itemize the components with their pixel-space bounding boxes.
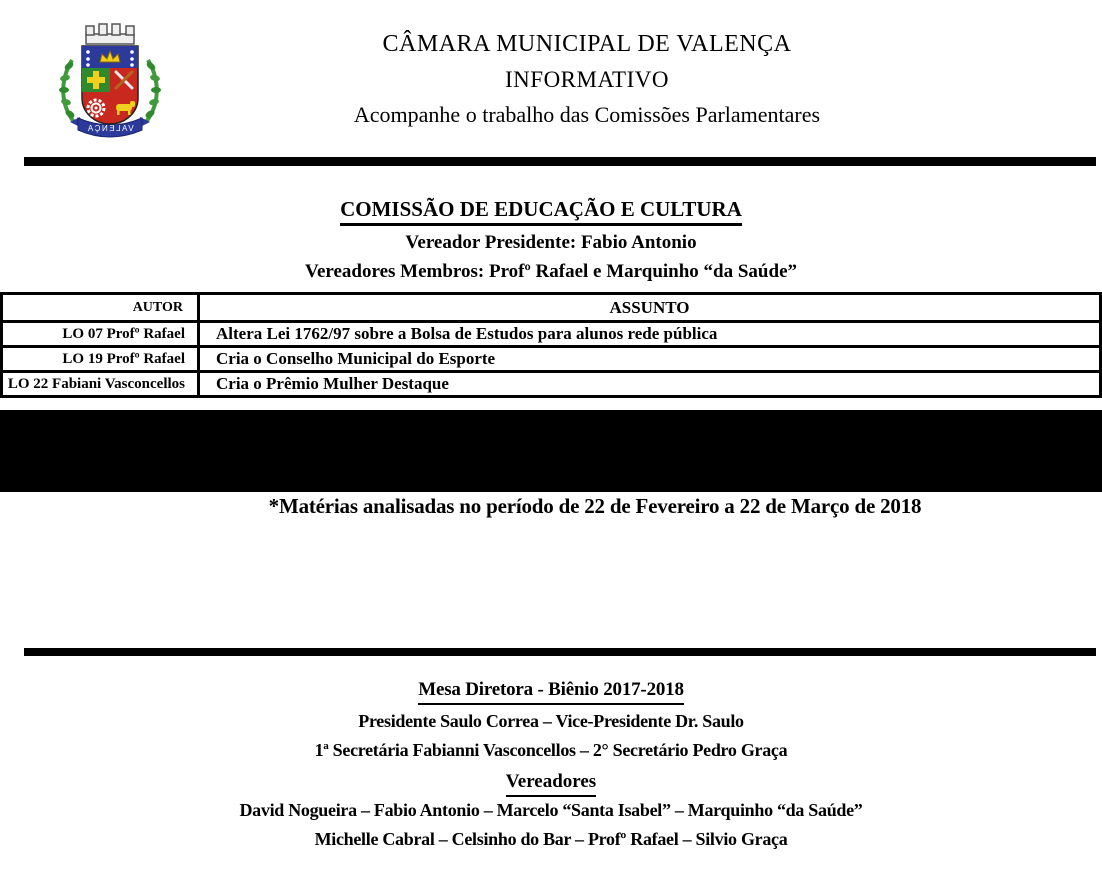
redacted-block xyxy=(0,410,1102,492)
table-row xyxy=(2,347,1101,372)
top-divider-bar xyxy=(24,157,1096,166)
cell-autor: LO 07 Profº Rafael xyxy=(2,322,199,347)
analysis-period-note: *Matérias analisadas no período de 22 de Fevereiro a 22 de Março de 2018 xyxy=(268,494,922,518)
cell-autor: LO 19 Profº Rafael xyxy=(2,347,199,372)
cell-autor: LO 22 Fabiani Vasconcellos xyxy=(2,372,199,397)
column-header-assunto: ASSUNTO xyxy=(199,294,1101,322)
commission-members: Vereadores Membros: Profº Rafael e Marquinho “da Saúde” xyxy=(305,261,797,282)
board-title xyxy=(0,679,1102,705)
bottom-divider-bar xyxy=(24,648,1096,656)
matters-table xyxy=(0,292,1102,398)
commission-title-text: COMISSÃO DE EDUCAÇÃO E CULTURA xyxy=(340,197,742,226)
column-header-autor: AUTOR xyxy=(2,294,199,322)
commission-title xyxy=(0,197,1092,226)
council-members-line-1: David Nogueira – Fabio Antonio – Marcelo “Santa Isabel” – Marquinho “da Saúde” xyxy=(239,800,863,820)
cell-assunto: Cria o Prêmio Mulher Destaque xyxy=(199,372,1101,397)
council-members-line-2: Michelle Cabral – Celsinho do Bar – Profº Rafael – Silvio Graça xyxy=(314,829,788,849)
table-row xyxy=(2,322,1101,347)
page-title: CÂMARA MUNICIPAL DE VALENÇA xyxy=(382,31,792,57)
council-title-text: Vereadores xyxy=(506,771,596,797)
council-title xyxy=(0,771,1102,797)
page-tagline: Acompanhe o trabalho das Comissões Parlamentares xyxy=(353,102,821,127)
board-secretaries-line: 1ª Secretária Fabianni Vasconcellos – 2° Secretário Pedro Graça xyxy=(314,740,788,760)
cell-assunto: Cria o Conselho Municipal do Esporte xyxy=(199,347,1101,372)
ribbon-text: VALENÇA xyxy=(86,124,134,133)
matters-table-wrapper xyxy=(0,292,1102,398)
page-subtitle: INFORMATIVO xyxy=(505,67,669,92)
board-title-text: Mesa Diretora - Biênio 2017-2018 xyxy=(418,679,684,705)
cell-assunto: Altera Lei 1762/97 sobre a Bolsa de Estudos para alunos rede pública xyxy=(199,322,1101,347)
board-president-line: Presidente Saulo Correa – Vice-Presidente Dr. Saulo xyxy=(358,711,744,731)
table-row xyxy=(2,372,1101,397)
table-header-row xyxy=(2,294,1101,322)
commission-president: Vereador Presidente: Fabio Antonio xyxy=(405,232,697,253)
